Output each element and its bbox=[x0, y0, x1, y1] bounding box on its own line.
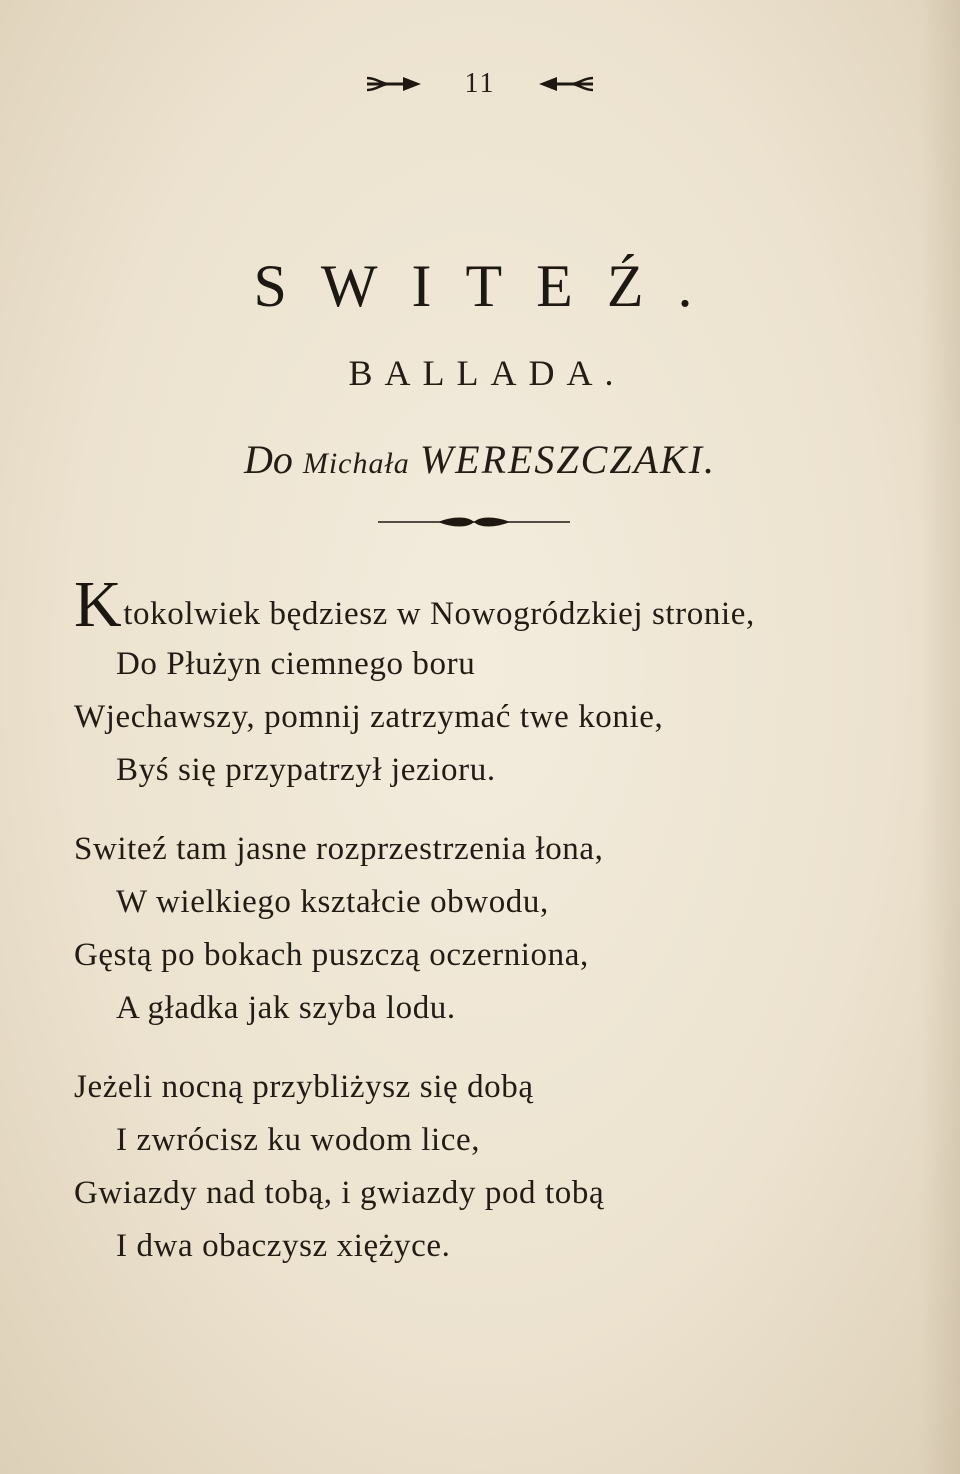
stanza-2 bbox=[0, 823, 960, 1035]
poem-line: Gwiazdy nad tobą, i gwiazdy pod tobą bbox=[74, 1175, 605, 1211]
stanza-1 bbox=[0, 568, 960, 797]
stanza-3 bbox=[0, 1061, 960, 1273]
poem-line bbox=[0, 568, 960, 641]
poem-line: Switeź tam jasne rozprzestrzenia łona, bbox=[74, 831, 604, 867]
poem-line-text: tokolwiek będziesz w Nowogródzkiej stronie, bbox=[123, 596, 755, 632]
drop-cap: K bbox=[74, 568, 123, 641]
poem-line: I dwa obaczysz xiężyce. bbox=[116, 1228, 451, 1264]
poem-line: Byś się przypatrzył jezioru. bbox=[116, 752, 496, 788]
poem-line: Wjechawszy, pomnij zatrzymać twe konie, bbox=[74, 699, 664, 735]
poem-line: Gęstą po bokach puszczą oczerniona, bbox=[74, 937, 589, 973]
dedication-name: Michała bbox=[302, 447, 410, 480]
dedication-prefix: Do bbox=[243, 437, 293, 482]
poem-line: Do Płużyn ciemnego boru bbox=[116, 646, 476, 682]
page-number: 11 bbox=[464, 68, 496, 99]
dedication-surname: WERESZCZAKI. bbox=[419, 437, 717, 482]
dedication bbox=[0, 436, 960, 483]
poem-line: A gładka jak szyba lodu. bbox=[116, 990, 456, 1026]
poem-line: Jeżeli nocną przybliżysz się dobą bbox=[74, 1069, 534, 1105]
running-head bbox=[0, 68, 960, 108]
left-pointing-fleuron-icon bbox=[533, 72, 597, 96]
ballad-title: SWITEŹ. bbox=[253, 253, 727, 319]
ballad-subtitle: BALLADA. bbox=[348, 353, 626, 393]
right-pointing-fleuron-icon bbox=[363, 72, 427, 96]
poem bbox=[0, 568, 960, 1273]
decorative-rule bbox=[378, 515, 570, 529]
poem-line: I zwrócisz ku wodom lice, bbox=[116, 1122, 481, 1158]
poem-line: W wielkiego kształcie obwodu, bbox=[116, 884, 549, 920]
